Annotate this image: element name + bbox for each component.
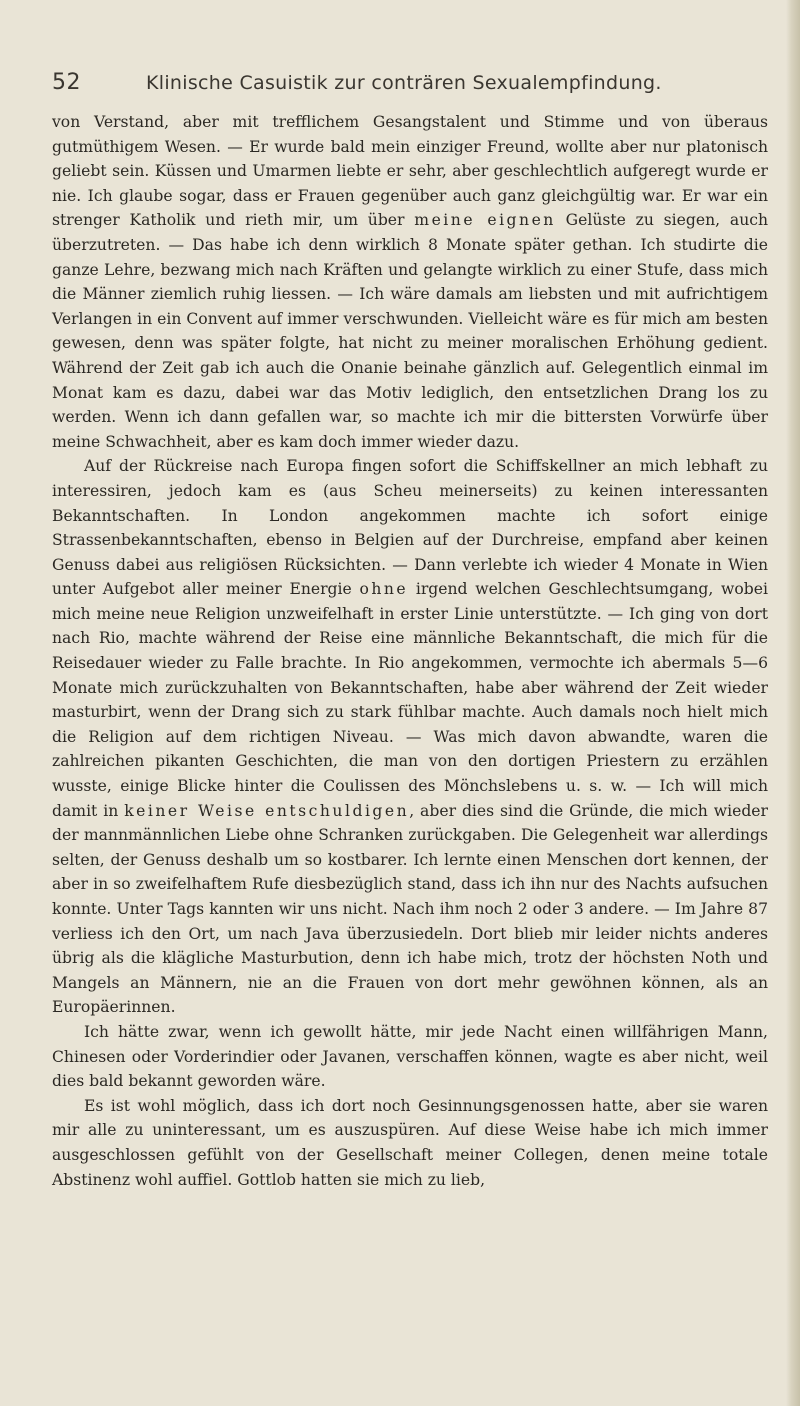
page-edge-shadow (786, 0, 800, 1406)
text-segment: Gelüste zu siegen, auch überzutreten. — Das habe ich denn wirklich 8 Monate später gethan. Ich studirte die ganze Lehre, bezwang mich nach Kräften und gelangte wirklich zu einer Stufe, dass mich die Männer ziemlich ruhig liessen. — Ich wäre damals am liebsten und mit aufrichtigem Verlangen in ein Convent auf immer verschwunden. Vielleicht wäre es für mich am besten gewesen, denn was später folgte, hat nicht zu meiner moralischen Erhöhung gedient. Während der Zeit gab ich auch die Onanie beinahe gänzlich auf. Gelegentlich einmal im Monat kam es dazu, dabei war das Motiv lediglich, den entsetzlichen Drang los zu werden. Wenn ich dann gefallen war, so machte ich mir die bittersten Vorwürfe über meine Schwachheit, aber es kam doch immer wieder dazu. (52, 211, 769, 451)
emphasized-text: ohne (359, 580, 409, 599)
emphasized-text: keiner Weise entschuldigen (124, 801, 410, 820)
text-segment: irgend welchen Geschlechtsumgang, wobei mich meine neue Religion unzweifelhaft in erster Linie unterstützte. — Ich ging von dort nach Rio, machte während der Reise eine männliche Bekanntschaft, die mich für die Reisedauer wieder zu Falle brachte. In Rio angekommen, vermochte ich abermals 5—6 Monate mich zurückzuhalten von Bekanntschaften, habe aber während der Zeit wieder masturbirt, wenn der Drang sich zu stark fühlbar machte. Auch damals noch hielt mich die Religion auf dem richtigen Niveau. — Was mich davon abwandte, waren die zahlreichen pikanten Geschichten, die man von den dortigen Priestern zu erzählen wusste, einige Blicke hinter die Coulissen des Mönchslebens u. s. w. — Ich will mich damit in (52, 580, 768, 820)
text-segment: Ich hätte zwar, wenn ich gewollt hätte, mir jede Nacht einen willfährigen Mann, Chinesen oder Vorderindier oder Javanen, verschaffen können, wagte es aber nicht, weil dies bald bekannt geworden wäre. (52, 1022, 768, 1091)
paragraph-4 (52, 1094, 768, 1192)
text-segment: Es ist wohl möglich, dass ich dort noch Gesinnungsgenossen hatte, aber sie waren mir alle zu uninteressant, um es auszuspüren. Auf diese Weise habe ich mich immer ausgeschlossen gefühlt von der Gesellschaft meiner Collegen, denen meine totale Abstinenz wohl auffiel. Gottlob hatten sie mich zu lieb, (52, 1096, 768, 1189)
paragraph-3 (52, 1020, 768, 1094)
text-segment: , aber dies sind die Gründe, die mich wieder der mannmännlichen Liebe ohne Schranken zurückgaben. Die Gelegenheit war allerdings selten, der Genuss deshalb um so kostbarer. Ich lernte einen Menschen dort kennen, der aber in so zweifelhaftem Rufe diesbezüglich stand, dass ich ihn nur des Nachts aufsuchen konnte. Unter Tags kannten wir uns nicht. Nach ihm noch 2 oder 3 andere. — Im Jahre 87 verliess ich den Ort, um nach Java überzusiedeln. Dort blieb mir leider nichts anderes übrig als die klägliche Masturbution, denn ich habe mich, trotz der höchsten Noth und Mangels an Männern, nie an die Frauen von dort mehr gewöhnen können, als an Europäerinnen. (52, 801, 768, 1017)
paragraph-2 (52, 454, 768, 1020)
emphasized-text: meine eignen (414, 211, 556, 230)
body-text (52, 110, 768, 1192)
page-header (52, 70, 752, 106)
text-segment: von Verstand, aber mit trefflichem Gesangstalent und Stimme und von überaus gutmüthigem Wesen. — Er wurde bald mein einziger Freund, wollte aber nur platonisch geliebt sein. Küssen und Umarmen liebte er sehr, aber geschlechtlich aufgeregt wurde er nie. Ich glaube sogar, dass er Frauen gegenüber auch ganz gleichgültig war. Er war ein strenger Katholik und rieth mir, um über (52, 113, 768, 230)
text-segment: Auf der Rückreise nach Europa fingen sofort die Schiffskellner an mich lebhaft zu interessiren, jedoch kam es (aus Scheu meinerseits) zu keinen interessanten Bekanntschaften. In London angekommen machte ich sofort einige Strassenbekanntschaften, ebenso in Belgien auf der Durchreise, empfand aber keinen Genuss dabei aus religiösen Rücksichten. — Dann verlebte ich wieder 4 Monate in Wien unter Aufgebot aller meiner Energie (52, 457, 768, 599)
paragraph-1 (52, 110, 768, 454)
page-number: 52 (52, 70, 81, 95)
running-title: Klinische Casuistik zur conträren Sexualempfindung. (146, 72, 662, 94)
